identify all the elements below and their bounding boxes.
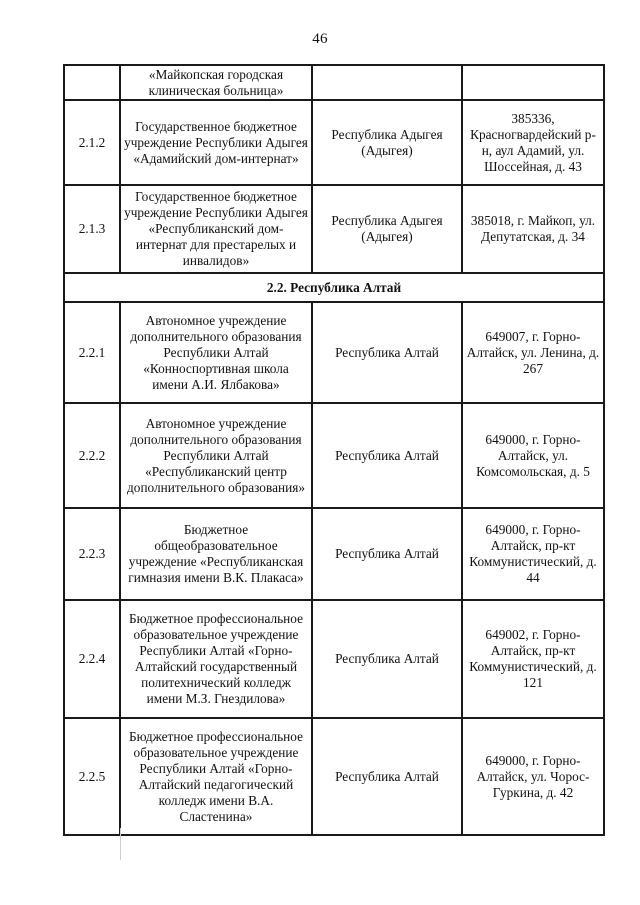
row-number: 2.1.2: [64, 100, 120, 185]
address: 649007, г. Горно-Алтайск, ул. Ленина, д. 267: [462, 302, 604, 403]
table-row: [64, 600, 604, 718]
region: Республика Адыгея (Адыгея): [312, 185, 462, 273]
address: [462, 65, 604, 100]
address: 385018, г. Майкоп, ул. Депутатская, д. 34: [462, 185, 604, 273]
region: Республика Алтай: [312, 302, 462, 403]
address: 649000, г. Горно-Алтайск, пр-кт Коммунистический, д. 44: [462, 508, 604, 600]
page-number: 46: [312, 31, 328, 47]
table-row: [64, 302, 604, 403]
institution-name: Автономное учреждение дополнительного образования Республики Алтай «Республиканский центр дополнительного образования»: [120, 403, 312, 508]
row-number: 2.2.1: [64, 302, 120, 403]
scan-mark: [120, 828, 121, 860]
table-row: [64, 65, 604, 100]
institution-name: «Майкопская городская клиническая больница»: [120, 65, 312, 100]
address: 649000, г. Горно-Алтайск, ул. Чорос-Гуркина, д. 42: [462, 718, 604, 835]
row-number: 2.2.3: [64, 508, 120, 600]
row-number: [64, 65, 120, 100]
row-number: 2.2.4: [64, 600, 120, 718]
region: Республика Алтай: [312, 508, 462, 600]
region: Республика Алтай: [312, 403, 462, 508]
row-number: 2.2.2: [64, 403, 120, 508]
row-number: 2.1.3: [64, 185, 120, 273]
table-row: [64, 100, 604, 185]
region: Республика Адыгея (Адыгея): [312, 100, 462, 185]
table-row: [64, 718, 604, 835]
table-row: [64, 403, 604, 508]
institutions-table: [63, 64, 605, 836]
institution-name: Бюджетное профессиональное образовательное учреждение Республики Алтай «Горно-Алтайский государственный политехнический колледж имени М.З. Гнездилова»: [120, 600, 312, 718]
region: Республика Алтай: [312, 600, 462, 718]
institution-name: Бюджетное общеобразовательное учреждение «Республиканская гимназия имени В.К. Плакаса»: [120, 508, 312, 600]
address: 649002, г. Горно-Алтайск, пр-кт Коммунистический, д. 121: [462, 600, 604, 718]
region: [312, 65, 462, 100]
section-row: [64, 273, 604, 302]
institution-name: Бюджетное профессиональное образовательное учреждение Республики Алтай «Горно-Алтайский педагогический колледж имени В.А. Сластенина»: [120, 718, 312, 835]
institution-name: Государственное бюджетное учреждение Республики Адыгея «Адамийский дом-интернат»: [120, 100, 312, 185]
address: 649000, г. Горно-Алтайск, ул. Комсомольская, д. 5: [462, 403, 604, 508]
address: 385336, Красногвардейский р-н, аул Адамий, ул. Шоссейная, д. 43: [462, 100, 604, 185]
row-number: 2.2.5: [64, 718, 120, 835]
table-row: [64, 508, 604, 600]
institution-name: Государственное бюджетное учреждение Республики Адыгея «Республиканский дом-интернат для престарелых и инвалидов»: [120, 185, 312, 273]
institution-name: Автономное учреждение дополнительного образования Республики Алтай «Конноспортивная школа имени А.И. Ялбакова»: [120, 302, 312, 403]
section-heading: 2.2. Республика Алтай: [64, 273, 604, 302]
table-row: [64, 185, 604, 273]
region: Республика Алтай: [312, 718, 462, 835]
